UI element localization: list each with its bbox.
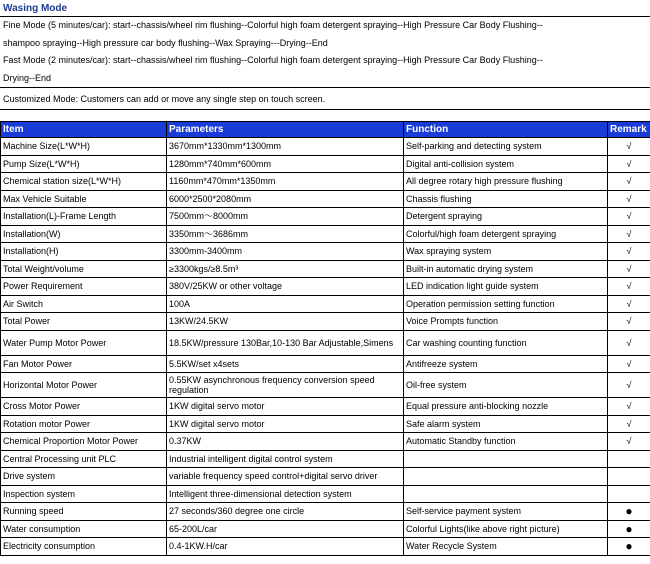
parameter-cell: 0.4-1KW.H/car xyxy=(167,538,404,556)
function-cell: Digital anti-collision system xyxy=(404,155,608,173)
function-cell: Self-service payment system xyxy=(404,503,608,521)
remark-cell: √ xyxy=(608,313,650,331)
parameter-cell: 13KW/24.5KW xyxy=(167,313,404,331)
item-cell: Total Weight/volume xyxy=(1,260,167,278)
item-cell: Water consumption xyxy=(1,520,167,538)
table-row xyxy=(1,278,650,296)
remark-cell: √ xyxy=(608,415,650,433)
remark-cell: √ xyxy=(608,208,650,226)
parameter-cell: 5.5KW/set x4sets xyxy=(167,355,404,373)
table-row xyxy=(1,173,650,191)
function-cell: Safe alarm system xyxy=(404,415,608,433)
remark-cell: √ xyxy=(608,355,650,373)
item-cell: Fan Motor Power xyxy=(1,355,167,373)
parameter-cell: Intelligent three-dimensional detection system xyxy=(167,485,404,503)
washing-mode-title: Wasing Mode xyxy=(3,3,68,14)
table-row xyxy=(1,208,650,226)
remark-cell: ● xyxy=(608,503,650,521)
table-row xyxy=(1,415,650,433)
function-cell: LED indication light guide system xyxy=(404,278,608,296)
function-cell: Self-parking and detecting system xyxy=(404,138,608,156)
item-cell: Max Vehicle Suitable xyxy=(1,190,167,208)
item-cell: Horizontal Motor Power xyxy=(1,373,167,398)
mode-line: Drying--End xyxy=(3,72,52,83)
parameter-cell: 3300mm-3400mm xyxy=(167,243,404,261)
table-row xyxy=(1,155,650,173)
remark-cell: √ xyxy=(608,190,650,208)
function-cell: Wax spraying system xyxy=(404,243,608,261)
parameter-cell: 27 seconds/360 degree one circle xyxy=(167,503,404,521)
function-cell: Chassis flushing xyxy=(404,190,608,208)
item-cell: Installation(W) xyxy=(1,225,167,243)
table-row xyxy=(1,468,650,486)
remark-cell xyxy=(608,450,650,468)
function-cell: Colorful/high foam detergent spraying xyxy=(404,225,608,243)
remark-cell xyxy=(608,468,650,486)
item-cell: Drive system xyxy=(1,468,167,486)
item-cell: Air Switch xyxy=(1,295,167,313)
mode-line: Fine Mode (5 minutes/car): start--chassis/wheel rim flushing--Colorful high foam detergent spraying--High Pressure Car Body Flushing-- xyxy=(3,20,543,30)
item-cell: Pump Size(L*W*H) xyxy=(1,155,167,173)
parameter-cell: 0.37KW xyxy=(167,433,404,451)
header-function: Function xyxy=(404,122,608,138)
table-row xyxy=(1,450,650,468)
parameter-cell: 380V/25KW or other voltage xyxy=(167,278,404,296)
item-cell: Running speed xyxy=(1,503,167,521)
mode-line: shampoo spraying--High pressure car body flushing--Wax Spraying---Drying--End xyxy=(3,37,328,48)
function-cell: Voice Prompts function xyxy=(404,313,608,331)
item-cell: Installation(H) xyxy=(1,243,167,261)
parameter-cell: 6000*2500*2080mm xyxy=(167,190,404,208)
parameter-cell: 18.5KW/pressure 130Bar,10-130 Bar Adjustable,Simens xyxy=(167,330,404,355)
table-row xyxy=(1,260,650,278)
function-cell: Colorful Lights(like above right picture) xyxy=(404,520,608,538)
parameter-cell: 1160mm*470mm*1350mm xyxy=(167,173,404,191)
table-row xyxy=(1,485,650,503)
function-cell: Built-in automatic drying system xyxy=(404,260,608,278)
parameter-cell: 0.55KW asynchronous frequency conversion speed regulation xyxy=(167,373,404,398)
item-cell: Chemical station size(L*W*H) xyxy=(1,173,167,191)
item-cell: Water Pump Motor Power xyxy=(1,330,167,355)
remark-cell: √ xyxy=(608,260,650,278)
item-cell: Installation(L)-Frame Length xyxy=(1,208,167,226)
item-cell: Machine Size(L*W*H) xyxy=(1,138,167,156)
remark-cell: ● xyxy=(608,538,650,556)
parameter-cell: 7500mm～8000mm xyxy=(167,208,404,226)
item-cell: Rotation motor Power xyxy=(1,415,167,433)
remark-cell: √ xyxy=(608,330,650,355)
header-item: Item xyxy=(1,122,167,138)
item-cell: Total Power xyxy=(1,313,167,331)
parameter-cell: variable frequency speed control+digital servo driver xyxy=(167,468,404,486)
parameter-cell: 1KW digital servo motor xyxy=(167,415,404,433)
remark-cell: √ xyxy=(608,295,650,313)
spec-table xyxy=(0,121,650,556)
function-cell: All degree rotary high pressure flushing xyxy=(404,173,608,191)
remark-cell xyxy=(608,485,650,503)
function-cell: Oil-free system xyxy=(404,373,608,398)
function-cell: Operation permission setting function xyxy=(404,295,608,313)
remark-cell: √ xyxy=(608,155,650,173)
function-cell xyxy=(404,468,608,486)
table-row xyxy=(1,373,650,398)
item-cell: Central Processing unit PLC xyxy=(1,450,167,468)
function-cell: Automatic Standby function xyxy=(404,433,608,451)
function-cell xyxy=(404,485,608,503)
parameter-cell: 3350mm～3686mm xyxy=(167,225,404,243)
item-cell: Cross Motor Power xyxy=(1,398,167,416)
function-cell: Antifreeze system xyxy=(404,355,608,373)
remark-cell: √ xyxy=(608,138,650,156)
table-row xyxy=(1,503,650,521)
parameter-cell: 1KW digital servo motor xyxy=(167,398,404,416)
header-remark: Remark xyxy=(608,122,650,138)
remark-cell: √ xyxy=(608,243,650,261)
table-row xyxy=(1,313,650,331)
mode-descriptions xyxy=(0,16,650,88)
parameter-cell: 3670mm*1330mm*1300mm xyxy=(167,138,404,156)
table-row xyxy=(1,190,650,208)
mode-line: Fast Mode (2 minutes/car): start--chassis/wheel rim flushing--Colorful high foam detergent spraying--High Pressure Car Body Flushing-- xyxy=(3,55,543,65)
table-header-row xyxy=(1,122,650,138)
function-cell: Water Recycle System xyxy=(404,538,608,556)
parameter-cell: 100A xyxy=(167,295,404,313)
remark-cell: √ xyxy=(608,278,650,296)
remark-cell: √ xyxy=(608,398,650,416)
table-row xyxy=(1,538,650,556)
table-row xyxy=(1,355,650,373)
parameter-cell: 65-200L/car xyxy=(167,520,404,538)
table-row xyxy=(1,243,650,261)
parameter-cell: Industrial intelligent digital control system xyxy=(167,450,404,468)
table-row xyxy=(1,398,650,416)
table-row xyxy=(1,138,650,156)
remark-cell: √ xyxy=(608,433,650,451)
table-row xyxy=(1,295,650,313)
function-cell: Equal pressure anti-blocking nozzle xyxy=(404,398,608,416)
item-cell: Inspection system xyxy=(1,485,167,503)
header-parameters: Parameters xyxy=(167,122,404,138)
table-row xyxy=(1,520,650,538)
table-row xyxy=(1,433,650,451)
table-row xyxy=(1,330,650,355)
remark-cell: √ xyxy=(608,225,650,243)
function-cell: Detergent spraying xyxy=(404,208,608,226)
function-cell xyxy=(404,450,608,468)
parameter-cell: ≥3300kgs/≥8.5m³ xyxy=(167,260,404,278)
remark-cell: √ xyxy=(608,373,650,398)
remark-cell: ● xyxy=(608,520,650,538)
item-cell: Electricity consumption xyxy=(1,538,167,556)
customized-mode-line: Customized Mode: Customers can add or move any single step on touch screen. xyxy=(0,89,650,110)
table-row xyxy=(1,225,650,243)
item-cell: Power Requirement xyxy=(1,278,167,296)
item-cell: Chemical Proportion Motor Power xyxy=(1,433,167,451)
function-cell: Car washing counting function xyxy=(404,330,608,355)
remark-cell: √ xyxy=(608,173,650,191)
parameter-cell: 1280mm*740mm*600mm xyxy=(167,155,404,173)
